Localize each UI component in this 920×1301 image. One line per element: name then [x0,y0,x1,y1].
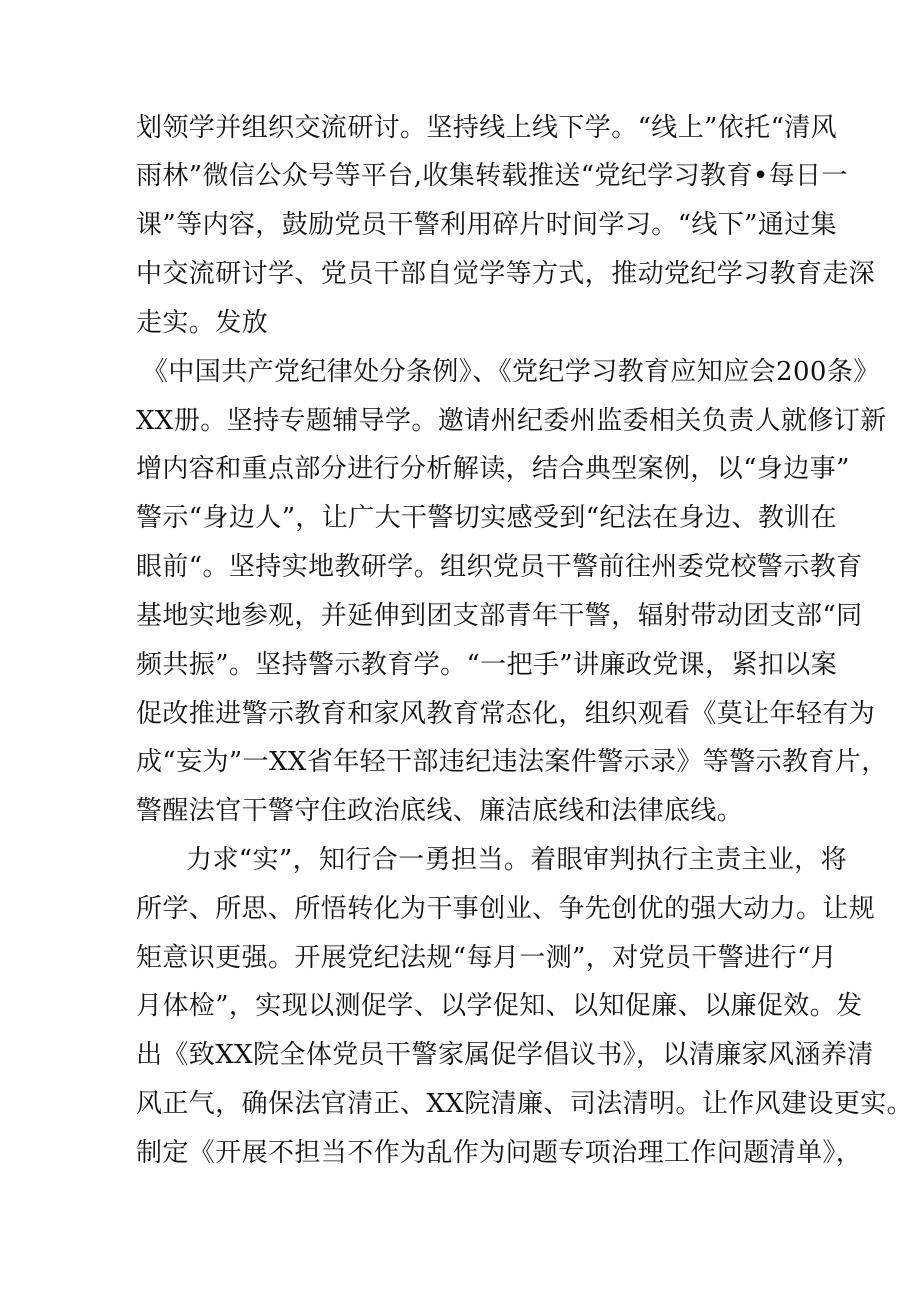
text-line: 制定《开展不担当不作为乱作为问题专项治理工作问题清单》， [136,1138,863,1168]
text-line: 眼前“。坚持实地教研学。组织党员干警前往州委党校警示教育 [136,552,863,582]
text-line: 课”等内容，鼓励党员干警利用碎片时间学习。“线下”通过集 [136,210,838,240]
text-line: 中交流研讨学、党员干部自觉学等方式，推动党纪学习教育走深 [136,259,876,289]
text-line: 增内容和重点部分进行分析解读，结合典型案例，以“身边事” [136,454,850,484]
text-line: 划领学并组织交流研讨。坚持线上线下学。“线上”依托“清风 [136,113,838,143]
text-line: 频共振”。坚持警示教育学。“一把手”讲廉政党课，紧扣以案 [136,650,838,680]
text-line: 走实。发放 [136,308,269,338]
text-line: 警示“身边人”，让广大干警切实感受到“纪法在身边、教训在 [136,503,838,533]
text-line: 出《致XX院全体党员干警家属促学倡议书》，以清廉家风涵养清 [136,1040,874,1070]
text-line: 所学、所思、所悟转化为干事创业、争先创优的强大动力。让规 [136,894,876,924]
text-line: 《中国共产党纪律处分条例》、《党纪学习教育应知应会200条》 [142,357,880,387]
text-line: 月体检”，实现以测促学、以学促知、以知促廉、以廉促效。发 [136,991,863,1021]
text-line: 力求“实”，知行合一勇担当。着眼审判执行主责主业，将 [186,845,847,875]
text-line: 矩意识更强。开展党纪法规“每月一测”，对党员干警进行“月 [136,943,838,973]
text-line: 风正气，确保法官清正、XX院清廉、司法清明。让作风建设更实。 [136,1089,914,1119]
text-line: 基地实地参观，并延伸到团支部青年干警，辐射带动团支部“同 [136,601,863,631]
text-line: XX册。坚持专题辅导学。邀请州纪委州监委相关负责人就修订新 [136,406,887,436]
text-line: 促改推进警示教育和家风教育常态化，组织观看《莫让年轻有为 [136,699,876,729]
text-line: 警醒法官干警守住政治底线、廉洁底线和法律底线。 [136,796,744,826]
text-line: 雨林”微信公众号等平台,收集转载推送“党纪学习教育•每日一 [136,161,848,191]
text-line: 成“妄为”一XX省年轻干部违纪违法案件警示录》等警示教育片， [136,747,888,777]
